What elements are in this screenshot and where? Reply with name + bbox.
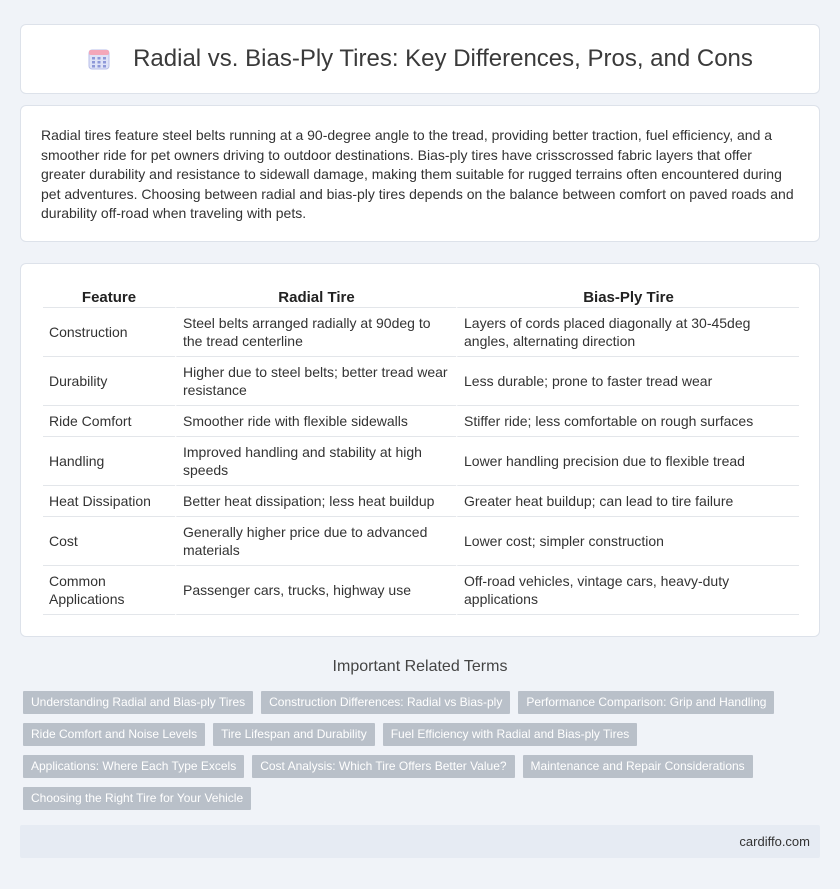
related-term-tag[interactable]: Understanding Radial and Bias-ply Tires [23, 691, 253, 714]
related-terms-list [23, 691, 803, 819]
bias-cell: Stiffer ride; less comfortable on rough surfaces [456, 406, 799, 437]
column-header-radial: Radial Tire [175, 286, 456, 308]
related-term-tag[interactable]: Performance Comparison: Grip and Handling [518, 691, 774, 714]
bias-cell: Less durable; prone to faster tread wear [456, 357, 799, 406]
related-terms-title: Important Related Terms [332, 658, 508, 675]
related-term-tag[interactable]: Fuel Efficiency with Radial and Bias-ply Tires [383, 723, 638, 746]
related-term-tag[interactable]: Applications: Where Each Type Excels [23, 755, 244, 778]
radial-cell: Higher due to steel belts; better tread wear resistance [175, 357, 456, 406]
intro-card [20, 105, 820, 242]
radial-cell: Improved handling and stability at high speeds [175, 437, 456, 486]
bias-cell: Lower cost; simpler construction [456, 517, 799, 566]
related-term-tag[interactable]: Choosing the Right Tire for Your Vehicle [23, 787, 251, 810]
table-row [43, 566, 799, 615]
related-term-tag[interactable]: Construction Differences: Radial vs Bias-ply [261, 691, 510, 714]
feature-cell: Construction [43, 308, 175, 357]
table-row [43, 517, 799, 566]
related-term-tag[interactable]: Maintenance and Repair Considerations [523, 755, 753, 778]
radial-cell: Better heat dissipation; less heat buildup [175, 486, 456, 517]
footer-site-name: cardiffo.com [739, 834, 810, 849]
related-term-tag[interactable]: Ride Comfort and Noise Levels [23, 723, 205, 746]
feature-cell: Ride Comfort [43, 406, 175, 437]
bias-cell: Off-road vehicles, vintage cars, heavy-duty applications [456, 566, 799, 615]
calendar-icon [87, 47, 111, 71]
table-row [43, 486, 799, 517]
bias-cell: Lower handling precision due to flexible tread [456, 437, 799, 486]
radial-cell: Smoother ride with flexible sidewalls [175, 406, 456, 437]
related-term-tag[interactable]: Tire Lifespan and Durability [213, 723, 375, 746]
table-row [43, 357, 799, 406]
related-term-tag[interactable]: Cost Analysis: Which Tire Offers Better Value? [252, 755, 514, 778]
header-card [20, 24, 820, 94]
column-header-bias: Bias-Ply Tire [456, 286, 799, 308]
radial-cell: Steel belts arranged radially at 90deg to the tread centerline [175, 308, 456, 357]
bias-cell: Greater heat buildup; can lead to tire failure [456, 486, 799, 517]
feature-cell: Durability [43, 357, 175, 406]
feature-cell: Heat Dissipation [43, 486, 175, 517]
comparison-table-card [20, 263, 820, 637]
feature-cell: Cost [43, 517, 175, 566]
table-row [43, 308, 799, 357]
column-header-feature: Feature [43, 286, 175, 308]
footer [20, 825, 820, 858]
feature-cell: Common Applications [43, 566, 175, 615]
comparison-table [43, 286, 799, 615]
intro-text: Radial tires feature steel belts running at a 90-degree angle to the tread, providing better traction, fuel efficiency, and a smoother ride for pet owners driving to outdoor destinations. Bias-ply tires have crisscrossed fabric layers that offer greater durability and resistance to sidewall damage, making them suitable for rugged terrains often encountered during pet adventures. Choosing between radial and bias-ply tires depends on the balance between comfort on paved roads and durability off-road when traveling with pets. [41, 127, 794, 222]
bias-cell: Layers of cords placed diagonally at 30-45deg angles, alternating direction [456, 308, 799, 357]
radial-cell: Generally higher price due to advanced materials [175, 517, 456, 566]
table-header-row [43, 286, 799, 308]
table-row [43, 437, 799, 486]
radial-cell: Passenger cars, trucks, highway use [175, 566, 456, 615]
table-row [43, 406, 799, 437]
page-title: Radial vs. Bias-Ply Tires: Key Differences, Pros, and Cons [133, 45, 753, 72]
feature-cell: Handling [43, 437, 175, 486]
